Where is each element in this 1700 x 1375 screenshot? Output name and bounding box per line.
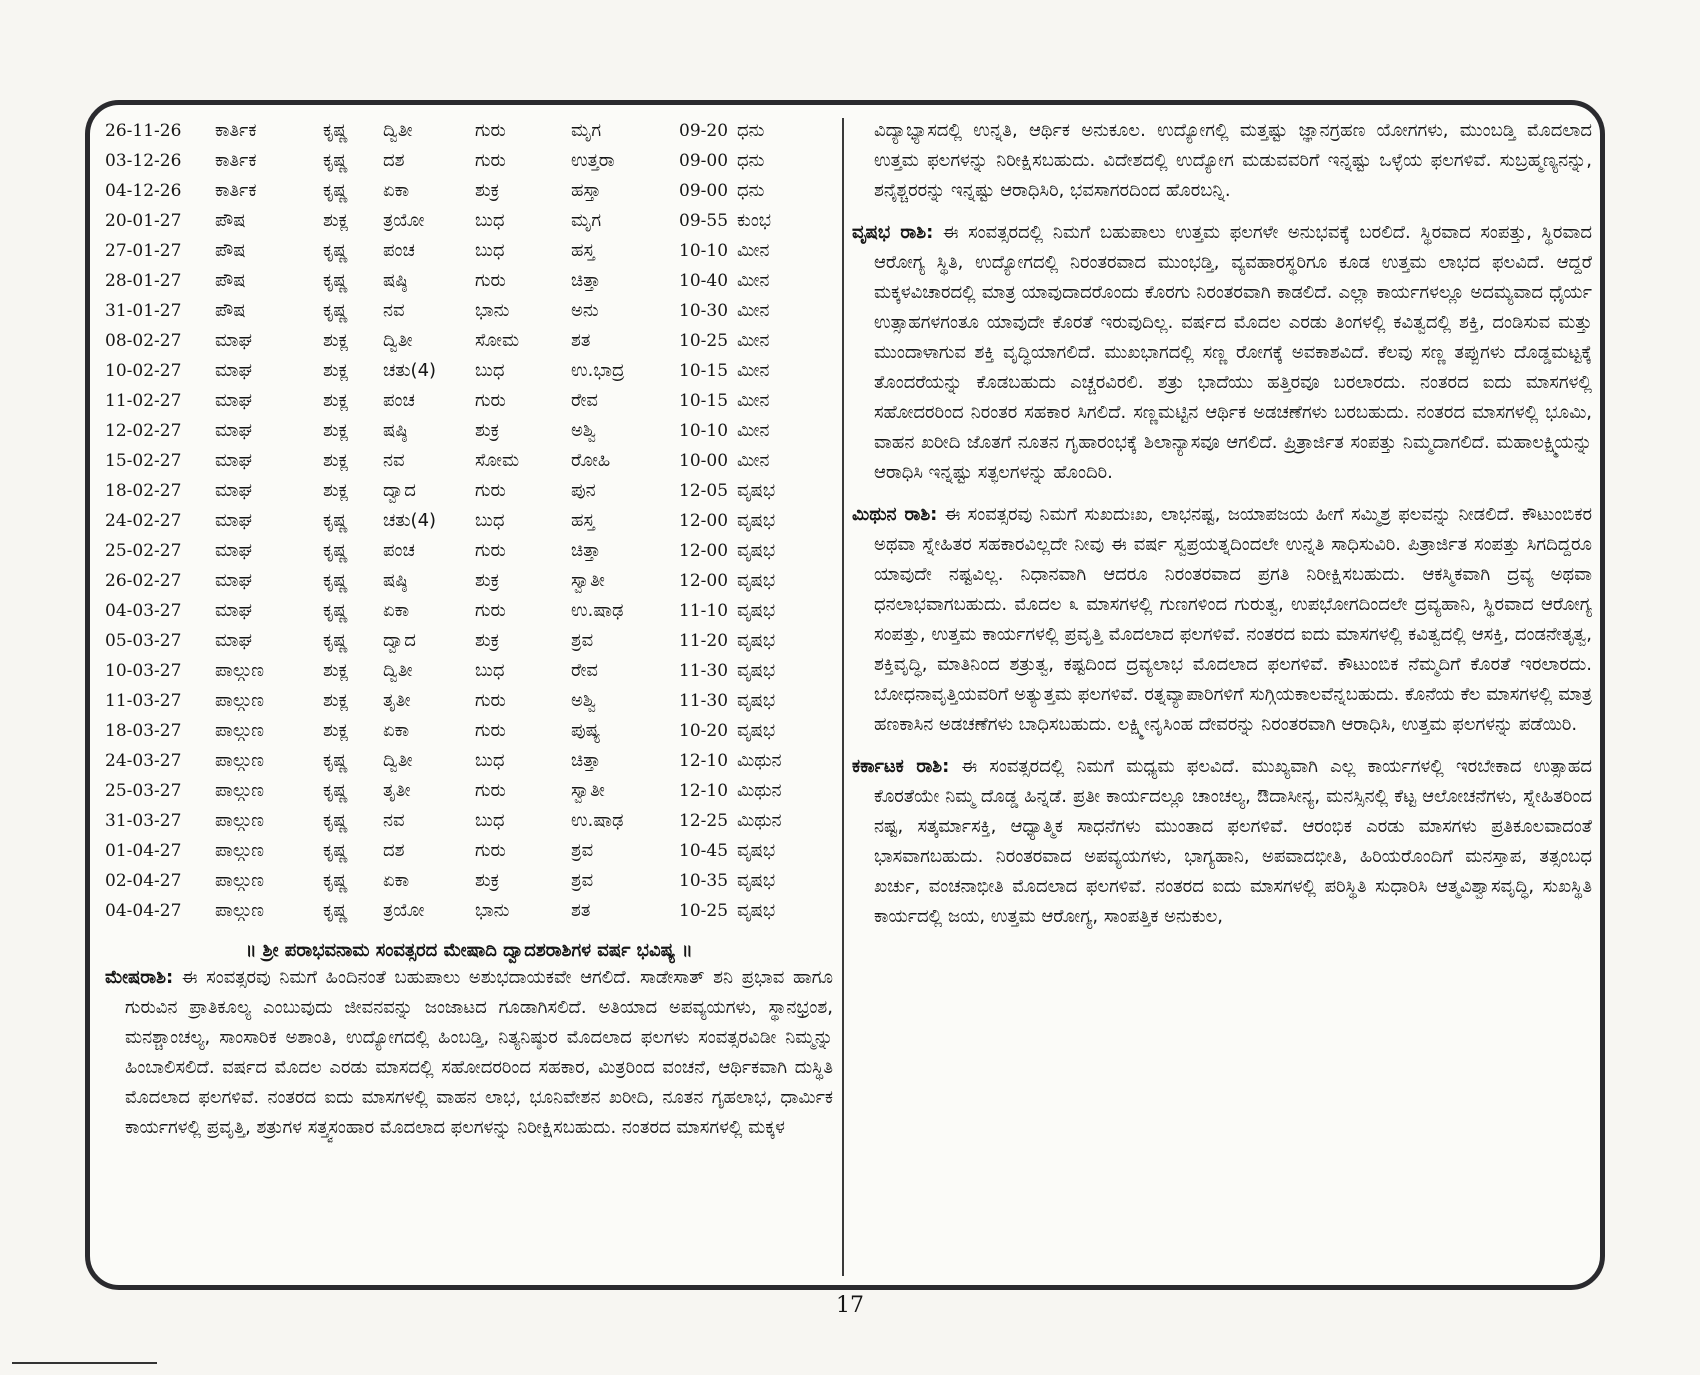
table-cell: ಶುಕ್ರ — [475, 870, 500, 891]
table-cell: ಶುಕ್ರ — [475, 630, 500, 651]
table-cell: ಕೃಷ್ಣ — [323, 270, 348, 291]
table-cell: ಶುಕ್ಲ — [323, 330, 349, 351]
table-cell: ಮಾಘ — [215, 450, 252, 471]
table-cell: ತೃತೀ — [383, 780, 411, 801]
table-cell: ದಶ — [383, 840, 405, 861]
footer-rule — [12, 1362, 157, 1364]
table-cell: ಮಾಘ — [215, 510, 252, 531]
table-row — [105, 176, 797, 206]
table-cell: ಕೃಷ್ಣ — [323, 900, 348, 921]
mesha-continued: ವಿದ್ಯಾಭ್ಯಾಸದಲ್ಲಿ ಉನ್ನತಿ, ಆರ್ಥಿಕ ಅನುಕೂಲ. ಉದ್ಯೋಗಲ್ಲಿ ಮತ್ತಷ್ಟು ಜ್ಞಾನಗ್ರಹಣ ಯೋಗಗಳು, ಮುಂಬಡ್ತಿ ಮೊದಲಾದ ಉತ್ತಮ ಫಲಗಳನ್ನು ನಿರೀಕ್ಷಿಸಬಹುದು. ವಿದೇಶದಲ್ಲಿ ಉದ್ಯೋಗ ಮಡುವವರಿಗೆ ಇನ್ನಷ್ಟು ಒಳ್ಳೆಯ ಫಲಗಳಿವೆ. ಸುಬ್ರಹ್ಮಣ್ಯನನ್ನು, ಶನೈಶ್ಚರರನ್ನು ಇನ್ನಷ್ಟು ಆರಾಧಿಸಿರಿ, ಭವಸಾಗರದಿಂದ ಹೊರಬನ್ನಿ. — [874, 120, 1592, 201]
table-cell: ಕೃಷ್ಣ — [323, 570, 348, 591]
table-cell: ಶುಕ್ಲ — [323, 480, 349, 501]
table-cell: 12-00 — [679, 511, 729, 531]
mesha-label: ಮೇಷರಾಶಿ: — [105, 967, 174, 988]
table-row — [105, 266, 797, 296]
table-row — [105, 236, 797, 266]
table-cell: ಧನು — [737, 150, 765, 171]
table-cell: ಮೀನ — [737, 330, 770, 351]
table-cell: 11-03-27 — [105, 691, 182, 711]
mesha-text: ಈ ಸಂವತ್ಸರವು ನಿಮಗೆ ಹಿಂದಿನಂತೆ ಬಹುಪಾಲು ಅಶುಭದಾಯಕವೇ ಆಗಲಿದೆ. ಸಾಡೇಸಾತ್ ಶನಿ ಪ್ರಭಾವ ಹಾಗೂ ಗುರುವಿನ ಪ್ರಾತಿಕೂಲ್ಯ ಎಂಬುವುದು ಜೀವನವನ್ನು ಜಂಜಾಟದ ಗೂಡಾಗಿಸಲಿದೆ. ಅತಿಯಾದ ಅಪವ್ಯಯಗಳು, ಸ್ಥಾನಭ್ರಂಶ, ಮನಶ್ಚಾಂಚಲ್ಯ, ಸಾಂಸಾರಿಕ ಅಶಾಂತಿ, ಉದ್ಯೋಗದಲ್ಲಿ ಹಿಂಬಡ್ತಿ, ನಿತ್ಯನಿಷ್ಠುರ ಮೊದಲಾದ ಫಲಗಳು ಸಂವತ್ಸರವಿಡೀ ನಿಮ್ಮನ್ನು ಹಿಂಬಾಲಿಸಲಿದೆ. ವರ್ಷದ ಮೊದಲ ಎರಡು ಮಾಸದಲ್ಲಿ ಸಹೋದರರಿಂದ ಸಹಕಾರ, ಮಿತ್ರರಿಂದ ವಂಚನೆ, ಆರ್ಥಿಕವಾಗಿ ದುಸ್ಥಿತಿ ಮೊದಲಾದ ಫಲಗಳಿವೆ. ನಂತರದ ಐದು ಮಾಸಗಳಲ್ಲಿ ವಾಹನ ಲಾಭ, ಭೂನಿವೇಶನ ಖರೀದಿ, ನೂತನ ಗೃಹಲಾಭ, ಧಾರ್ಮಿಕ ಕಾರ್ಯಗಳಲ್ಲಿ ಪ್ರವೃತ್ತಿ, ಶತ್ರುಗಳ ಸತ್ತ್ವಸಂಹಾರ ಮೊದಲಾದ ಫಲಗಳನ್ನು ನಿರೀಕ್ಷಿಸಬಹುದು. ನಂತರದ ಮಾಸಗಳಲ್ಲಿ ಮಕ್ಕಳ — [125, 967, 833, 1138]
table-cell: ವೃಷಭ — [737, 690, 776, 711]
table-cell: 12-00 — [679, 571, 729, 591]
table-cell: ಶುಕ್ಲ — [323, 690, 349, 711]
table-cell: 10-40 — [679, 271, 729, 291]
table-cell: ಮಾಘ — [215, 630, 252, 651]
table-cell: 10-10 — [679, 421, 729, 441]
table-cell: 10-25 — [679, 331, 729, 351]
table-cell: ಮೃಗ — [571, 210, 602, 231]
table-cell: ಹಸ್ತ — [571, 510, 595, 531]
vrishabha-label: ವೃಷಭ ರಾಶಿ: — [852, 222, 934, 243]
table-cell: ಮಾಘ — [215, 360, 252, 381]
column-divider — [842, 118, 844, 1276]
table-cell: ಶುಕ್ರ — [475, 420, 500, 441]
table-cell: ಮೀನ — [737, 240, 770, 261]
table-cell: ಪಾಲ್ಗುಣ — [215, 780, 265, 801]
table-row — [105, 446, 797, 476]
mithuna-text: ಈ ಸಂವತ್ಸರವು ನಿಮಗೆ ಸುಖದುಃಖ, ಲಾಭನಷ್ಟ, ಜಯಾಪಜಯ ಹೀಗೆ ಸಮ್ಮಿಶ್ರ ಫಲವನ್ನು ನೀಡಲಿದೆ. ಕೌಟುಂಬಿಕರ ಅಥವಾ ಸ್ನೇಹಿತರ ಸಹಕಾರವಿಲ್ಲದೇ ನೀವು ಈ ವರ್ಷ ಸ್ವಪ್ರಯತ್ನದಿಂದಲೇ ಉನ್ನತಿ ಸಾಧಿಸುವಿರಿ. ಪಿತ್ರಾರ್ಜಿತ ಸಂಪತ್ತು ಸಿಗದಿದ್ದರೂ ಯಾವುದೇ ನಷ್ಟವಿಲ್ಲ. ನಿಧಾನವಾಗಿ ಆದರೂ ನಿರಂತರವಾದ ಪ್ರಗತಿ ನಿರೀಕ್ಷಿಸಬಹುದು. ಆಕಸ್ಮಿಕವಾಗಿ ದ್ರವ್ಯ ಅಥವಾ ಧನಲಾಭವಾಗಬಹುದು. ಮೊದಲ ೩ ಮಾಸಗಳಲ್ಲಿ ಗುಣಗಳಿಂದ ಗುರುತ್ವ, ಉಪಭೋಗದಿಂದಲೇ ದ್ರವ್ಯಹಾನಿ, ಸ್ಥಿರವಾದ ಆರೋಗ್ಯ ಸಂಪತ್ತು, ಉತ್ತಮ ಕಾರ್ಯಗಳಲ್ಲಿ ಪ್ರವೃತ್ತಿ ಮೊದಲಾದ ಫಲಗಳಿವೆ. ನಂತರದ ಐದು ಮಾಸಗಳಲ್ಲಿ ಕವಿತ್ವದಲ್ಲಿ ಆಸಕ್ತಿ, ದಂಡನೇತೃತ್ವ, ಶಕ್ತಿವೃದ್ಧಿ, ಮಾತಿನಿಂದ ಶತ್ರುತ್ವ, ಕಷ್ಟದಿಂದ ದ್ರವ್ಯಲಾಭ ಮೊದಲಾದ ಫಲಗಳಿವೆ. ಕೌಟುಂಬಿಕ ನೆಮ್ಮದಿಗೆ ಕೊರತೆ ಇರಲಾರದು. ಬೋಧನಾವೃತ್ತಿಯವರಿಗೆ ಅತ್ಯುತ್ತಮ ಫಲಗಳಿವೆ. ರತ್ನವ್ಯಾಪಾರಿಗಳಿಗೆ ಸುಗ್ಗಿಯಕಾಲವೆನ್ನಬಹುದು. ಕೊನೆಯ ಕೆಲ ಮಾಸಗಳಲ್ಲಿ ಮಾತ್ರ ಹಣಕಾಸಿನ ಅಡಚಣೆಗಳು ಬಾಧಿಸಬಹುದು. ಲಕ್ಷ್ಮೀನೃಸಿಂಹ ದೇವರನ್ನು ನಿರಂತರವಾಗಿ ಆರಾಧಿಸಿ, ಉತ್ತಮ ಫಲಗಳನ್ನು ಪಡೆಯಿರಿ. — [874, 504, 1592, 735]
table-cell: 09-20 — [679, 121, 729, 141]
table-cell: ಷಷ್ಠಿ — [383, 420, 408, 441]
table-cell: ಶುಕ್ಲ — [323, 390, 349, 411]
table-cell: ಪಂಚ — [383, 540, 415, 561]
table-cell: ಗುರು — [475, 720, 506, 741]
table-cell: ಷಷ್ಠಿ — [383, 570, 408, 591]
table-row — [105, 416, 797, 446]
karkataka-paragraph — [852, 752, 1592, 932]
table-cell: ಪಂಚ — [383, 390, 415, 411]
table-cell: ಕೃಷ್ಣ — [323, 840, 348, 861]
table-cell: ಬುಧ — [475, 210, 505, 231]
table-cell: ಕೃಷ್ಣ — [323, 540, 348, 561]
table-cell: 10-15 — [679, 361, 729, 381]
table-cell: ಮೀನ — [737, 420, 770, 441]
table-cell: ಗುರು — [475, 600, 506, 621]
table-cell: ಮೀನ — [737, 360, 770, 381]
table-cell: ದ್ವಾದ — [383, 630, 416, 651]
table-cell: ಶುಕ್ಲ — [323, 720, 349, 741]
table-cell: ಚಿತ್ತಾ — [571, 750, 601, 771]
table-cell: ಮಿಥುನ — [737, 780, 782, 801]
table-cell: ಪೌಷ — [215, 210, 246, 231]
table-cell: ಗುರು — [475, 390, 506, 411]
table-cell: 12-02-27 — [105, 421, 182, 441]
table-row — [105, 626, 797, 656]
table-cell: ಮಾಘ — [215, 420, 252, 441]
table-cell: ಪಂಚ — [383, 240, 415, 261]
table-row — [105, 746, 797, 776]
table-cell: ವೃಷಭ — [737, 510, 776, 531]
table-cell: 11-10 — [679, 601, 729, 621]
table-cell: ಮಾಘ — [215, 480, 252, 501]
table-cell: ಮಾಘ — [215, 330, 252, 351]
table-cell: ಬುಧ — [475, 240, 505, 261]
table-cell: 09-00 — [679, 181, 729, 201]
table-cell: 08-02-27 — [105, 331, 182, 351]
table-cell: ಮಾಘ — [215, 570, 252, 591]
table-cell: ಉ.ಷಾಢ — [571, 810, 624, 831]
table-cell: ಶ್ರವ — [571, 630, 594, 651]
table-cell: ಚತು(4) — [383, 360, 437, 381]
table-cell: ಮೀನ — [737, 390, 770, 411]
table-cell: ಮೀನ — [737, 300, 770, 321]
table-cell: 15-02-27 — [105, 451, 182, 471]
table-cell: ಕೃಷ್ಣ — [323, 750, 348, 771]
table-cell: ಪೌಷ — [215, 300, 246, 321]
table-cell: ಬುಧ — [475, 360, 505, 381]
table-cell: ಶುಕ್ಲ — [323, 450, 349, 471]
table-cell: ರೇವ — [571, 390, 598, 411]
left-column — [105, 116, 833, 1143]
table-row — [105, 866, 797, 896]
section-title: ॥ ಶ್ರೀ ಪರಾಭವನಾಮ ಸಂವತ್ಸರದ ಮೇಷಾದಿ ದ್ವಾದಶರಾಶಿಗಳ ವರ್ಷ ಭವಿಷ್ಯ ॥ — [245, 940, 693, 961]
table-cell: 02-04-27 — [105, 871, 182, 891]
table-cell: ಏಕಾ — [383, 870, 410, 891]
table-cell: ತ್ರಯೋ — [383, 900, 425, 921]
table-row — [105, 326, 797, 356]
table-row — [105, 566, 797, 596]
table-cell: ದ್ವಿತೀ — [383, 330, 413, 351]
table-cell: ಕೃಷ್ಣ — [323, 300, 348, 321]
table-row — [105, 386, 797, 416]
table-cell: ಮಾಘ — [215, 540, 252, 561]
table-cell: 05-03-27 — [105, 631, 182, 651]
table-row — [105, 806, 797, 836]
table-cell: 20-01-27 — [105, 211, 182, 231]
table-cell: 10-30 — [679, 301, 729, 321]
table-cell: 24-03-27 — [105, 751, 182, 771]
table-row — [105, 476, 797, 506]
table-cell: 10-03-27 — [105, 661, 182, 681]
table-cell: ಕೃಷ್ಣ — [323, 150, 348, 171]
table-cell: ಕುಂಭ — [737, 210, 772, 231]
table-cell: ಪಾಲ್ಗುಣ — [215, 750, 265, 771]
table-row — [105, 716, 797, 746]
table-cell: ಗುರು — [475, 840, 506, 861]
table-cell: ಸ್ವಾತೀ — [571, 570, 605, 591]
table-row — [105, 536, 797, 566]
table-cell: ಕೃಷ್ಣ — [323, 810, 348, 831]
table-cell: ಮಿಥುನ — [737, 810, 782, 831]
table-cell: ಧನು — [737, 120, 765, 141]
table-cell: ಚಿತ್ತಾ — [571, 540, 601, 561]
table-cell: ಬುಧ — [475, 660, 505, 681]
table-cell: ಮೃಗ — [571, 120, 602, 141]
table-cell: ಪಾಲ್ಗುಣ — [215, 870, 265, 891]
table-cell: 26-11-26 — [105, 121, 182, 141]
table-cell: ಶುಕ್ಲ — [323, 360, 349, 381]
karkataka-text: ಈ ಸಂವತ್ಸರದಲ್ಲಿ ನಿಮಗೆ ಮಧ್ಯಮ ಫಲವಿದೆ. ಮುಖ್ಯವಾಗಿ ಎಲ್ಲ ಕಾರ್ಯಗಳಲ್ಲಿ ಇರಬೇಕಾದ ಉತ್ಸಾಹದ ಕೊರತೆಯೇ ನಿಮ್ಮ ದೊಡ್ಡ ಹಿನ್ನಡೆ. ಪ್ರತೀ ಕಾರ್ಯದಲ್ಲೂ ಚಾಂಚಲ್ಯ, ಔದಾಸೀನ್ಯ, ಮನಸ್ಸಿನಲ್ಲಿ ಕೆಟ್ಟ ಆಲೋಚನೆಗಳು, ಸ್ನೇಹಿತರಿಂದ ನಷ್ಟ, ಸತ್ಕರ್ಮಾಸಕ್ತಿ, ಆಧ್ಯಾತ್ಮಿಕ ಸಾಧನೆಗಳು ಮುಂತಾದ ಫಲಗಳಿವೆ. ಆರಂಭಿಕ ಎರಡು ಮಾಸಗಳು ಪ್ರತಿಕೂಲವಾದಂತೆ ಭಾಸವಾಗಬಹುದು. ನಿರಂತರವಾದ ಅಪವ್ಯಯಗಳು, ಭಾಗ್ಯಹಾನಿ, ಅಪವಾದಭೀತಿ, ಹಿರಿಯರೊಂದಿಗೆ ಮನಸ್ತಾಪ, ತತ್ಸಂಬಧ ಖರ್ಚು, ವಂಚನಾಭೀತಿ ಮೊದಲಾದ ಫಲಗಳಿವೆ. ನಂತರದ ಐದು ಮಾಸಗಳಲ್ಲಿ ಪರಿಸ್ಥಿತಿ ಸುಧಾರಿಸಿ ಆತ್ಮವಿಶ್ವಾಸವೃದ್ಧಿ, ಸುಖಸ್ಥಿತಿ ಕಾರ್ಯದಲ್ಲಿ ಜಯ, ಉತ್ತಮ ಆರೋಗ್ಯ, ಸಾಂಪತ್ತಿಕ ಅನುಕುಲ, — [874, 756, 1593, 927]
table-cell: 04-03-27 — [105, 601, 182, 621]
table-cell: ವೃಷಭ — [737, 900, 776, 921]
table-cell: ಮಾಘ — [215, 600, 252, 621]
table-cell: 04-12-26 — [105, 181, 182, 201]
table-cell: ತೃತೀ — [383, 690, 411, 711]
table-cell: ಕೃಷ್ಣ — [323, 240, 348, 261]
table-cell: ಕೃಷ್ಣ — [323, 120, 348, 141]
page-number: 17 — [836, 1293, 864, 1318]
table-cell: 26-02-27 — [105, 571, 182, 591]
table-row — [105, 596, 797, 626]
table-cell: ದ್ವಿತೀ — [383, 750, 413, 771]
table-cell: ವೃಷಭ — [737, 870, 776, 891]
table-cell: ಬುಧ — [475, 510, 505, 531]
table-cell: ಅಶ್ವಿ — [571, 690, 596, 711]
table-cell: ದ್ವಾದ — [383, 480, 416, 501]
table-row — [105, 116, 797, 146]
table-cell: ಕಾರ್ತಿಕ — [215, 150, 257, 171]
table-cell: ಮೀನ — [737, 450, 770, 471]
vrishabha-paragraph — [852, 218, 1592, 488]
table-cell: ದಶ — [383, 150, 405, 171]
table-cell: 10-45 — [679, 841, 729, 861]
table-cell: ಪಾಲ್ಗುಣ — [215, 690, 265, 711]
table-cell: ಕೃಷ್ಣ — [323, 600, 348, 621]
table-cell: ಪಾಲ್ಗುಣ — [215, 660, 265, 681]
table-cell: ಗುರು — [475, 540, 506, 561]
table-cell: 10-25 — [679, 901, 729, 921]
table-cell: ಉ.ಷಾಢ — [571, 600, 624, 621]
table-cell: ಸೋಮ — [475, 330, 520, 351]
table-cell: 18-02-27 — [105, 481, 182, 501]
table-cell: ಕೃಷ್ಣ — [323, 780, 348, 801]
table-cell: ಪಾಲ್ಗುಣ — [215, 720, 265, 741]
table-cell: ಕೃಷ್ಣ — [323, 180, 348, 201]
table-cell: 10-20 — [679, 721, 729, 741]
table-cell: ಚತು(4) — [383, 510, 437, 531]
table-row — [105, 686, 797, 716]
table-cell: ಗುರು — [475, 690, 506, 711]
table-cell: ಗುರು — [475, 270, 506, 291]
table-cell: 12-10 — [679, 751, 729, 771]
table-cell: ಪಾಲ್ಗುಣ — [215, 900, 265, 921]
table-cell: 10-35 — [679, 871, 729, 891]
table-cell: ಪಾಲ್ಗುಣ — [215, 810, 265, 831]
table-cell: ಏಕಾ — [383, 600, 410, 621]
table-cell: 10-02-27 — [105, 361, 182, 381]
table-cell: ಪೌಷ — [215, 240, 246, 261]
table-cell: ನವ — [383, 810, 405, 831]
table-cell: ಗುರು — [475, 150, 506, 171]
karkataka-label: ಕರ್ಕಾಟಕ ರಾಶಿ: — [852, 756, 950, 777]
table-cell: ಮೀನ — [737, 270, 770, 291]
table-cell: ಶತ — [571, 900, 591, 921]
table-cell: ಅನು — [571, 300, 599, 321]
table-cell: ವೃಷಭ — [737, 630, 776, 651]
table-cell: 12-10 — [679, 781, 729, 801]
table-cell: ನವ — [383, 300, 405, 321]
table-cell: ಧನು — [737, 180, 765, 201]
table-cell: 31-01-27 — [105, 301, 182, 321]
table-cell: 04-04-27 — [105, 901, 182, 921]
table-cell: 10-10 — [679, 241, 729, 261]
table-cell: 12-25 — [679, 811, 729, 831]
table-cell: 09-55 — [679, 211, 729, 231]
table-cell: ಗುರು — [475, 120, 506, 141]
table-cell: 11-30 — [679, 661, 729, 681]
table-cell: ತ್ರಯೋ — [383, 210, 425, 231]
table-cell: ದ್ವಿತೀ — [383, 660, 413, 681]
table-cell: ಪುಷ್ಯ — [571, 720, 601, 741]
table-cell: ವೃಷಭ — [737, 720, 776, 741]
table-cell: 27-01-27 — [105, 241, 182, 261]
table-row — [105, 296, 797, 326]
table-cell: ಉ.ಭಾದ್ರ — [571, 360, 625, 381]
table-cell: ರೇವ — [571, 660, 598, 681]
table-cell: ರೋಹಿ — [571, 450, 611, 471]
table-cell: 28-01-27 — [105, 271, 182, 291]
table-cell: 03-12-26 — [105, 151, 182, 171]
table-row — [105, 836, 797, 866]
table-cell: ಏಕಾ — [383, 180, 410, 201]
table-cell: 12-05 — [679, 481, 729, 501]
table-cell: ಕೃಷ್ಣ — [323, 630, 348, 651]
table-cell: ಶ್ರವ — [571, 870, 594, 891]
table-cell: ಶುಕ್ರ — [475, 180, 500, 201]
table-cell: 25-02-27 — [105, 541, 182, 561]
table-cell: 31-03-27 — [105, 811, 182, 831]
table-cell: ಕೃಷ್ಣ — [323, 870, 348, 891]
table-cell: ನವ — [383, 450, 405, 471]
table-cell: ಚಿತ್ತಾ — [571, 270, 601, 291]
table-cell: 24-02-27 — [105, 511, 182, 531]
muhurta-table — [105, 116, 797, 926]
table-cell: ವೃಷಭ — [737, 600, 776, 621]
table-cell: ಶ್ರವ — [571, 840, 594, 861]
vrishabha-text: ಈ ಸಂವತ್ಸರದಲ್ಲಿ ನಿಮಗೆ ಬಹುಪಾಲು ಉತ್ತಮ ಫಲಗಳೇ ಅನುಭವಕ್ಕೆ ಬರಲಿದೆ. ಸ್ಥಿರವಾದ ಸಂಪತ್ತು, ಸ್ಥಿರವಾದ ಆರೋಗ್ಯ ಸ್ಥಿತಿ, ಉದ್ಯೋಗದಲ್ಲಿ ನಿರಂತರವಾದ ಮುಂಭಡ್ತಿ, ವ್ಯವಹಾರಸ್ಥರಿಗೂ ಕೂಡ ಉತ್ತಮ ಲಾಭದ ಫಲವಿದೆ. ಆದ್ದರೆ ಮಕ್ಕಳವಿಚಾರದಲ್ಲಿ ಮಾತ್ರ ಯಾವುದಾದರೊಂದು ಕೊರಗು ನಿರಂತರವಾಗಿ ಕಾಡಲಿದೆ. ಎಲ್ಲಾ ಕಾರ್ಯಗಳಲ್ಲೂ ಅದಮ್ಯವಾದ ಧೈರ್ಯ ಉತ್ಸಾಹಗಳಗಂತೂ ಯಾವುದೇ ಕೊರತೆ ಇರುವುದಿಲ್ಲ. ವರ್ಷದ ಮೊದಲ ಎರಡು ತಿಂಗಳಲ್ಲಿ ಕವಿತ್ವದಲ್ಲಿ ಶಕ್ತಿ, ದಂಡಿಸುವ ಮತ್ತು ಮುಂದಾಳಾಗುವ ಶಕ್ತಿ ವೃದ್ಧಿಯಾಗಲಿದೆ. ಮುಖಭಾಗದಲ್ಲಿ ಸಣ್ಣ ರೋಗಕ್ಕೆ ಅವಕಾಶವಿದೆ. ಕೆಲವು ಸಣ್ಣ ತಪ್ಪುಗಳು ದೊಡ್ಡಮಟ್ಟಕ್ಕೆ ತೊಂದರೆಯನ್ನು ಕೊಡಬಹುದು ಎಚ್ಚರವಿರಲಿ. ಶತ್ರು ಭಾದೆಯು ಹತ್ತಿರವೂ ಬರಲಾರದು. ನಂತರದ ಐದು ಮಾಸಗಳಲ್ಲಿ ಸಹೋದರರಿಂದ ನಿರಂತರ ಸಹಕಾರ ಸಿಗಲಿದೆ. ಸಣ್ಣಮಟ್ಟಿನ ಆರ್ಥಿಕ ಅಡಚಣೆಗಳು ಬರಬಹುದು. ನಂತರದ ಮಾಸಗಳಲ್ಲಿ ಭೂಮಿ, ವಾಹನ ಖರೀದಿ ಜೊತಗೆ ನೂತನ ಗೃಹಾರಂಭಕ್ಕೆ ಶಿಲಾನ್ಯಾಸವೂ ಆಗಲಿದೆ. ಪ್ರಿತ್ರಾರ್ಜಿತ ಸಂಪತ್ತು ನಿಮ್ಮದಾಗಲಿದೆ. ಮಹಾಲಕ್ಷ್ಮಿಯನ್ನು ಆರಾಧಿಸಿ ಇನ್ನಷ್ಟು ಸತ್ಫಲಗಳನ್ನು ಹೊಂದಿರಿ. — [874, 222, 1592, 483]
table-cell: ಮಾಘ — [215, 390, 252, 411]
table-cell: ಸೋಮ — [475, 450, 520, 471]
table-cell: 25-03-27 — [105, 781, 182, 801]
table-cell: ವೃಷಭ — [737, 480, 776, 501]
table-cell: 11-30 — [679, 691, 729, 711]
table-cell: ಕಾರ್ತಿಕ — [215, 120, 257, 141]
table-row — [105, 896, 797, 926]
table-cell: ಶುಕ್ಲ — [323, 660, 349, 681]
table-cell: 09-00 — [679, 151, 729, 171]
table-cell: ಭಾನು — [475, 900, 510, 921]
table-cell: ಗುರು — [475, 780, 506, 801]
table-cell: 12-00 — [679, 541, 729, 561]
table-cell: ಪೌಷ — [215, 270, 246, 291]
table-cell: ಪಾಲ್ಗುಣ — [215, 840, 265, 861]
table-cell: ಹಸ್ತಾ — [571, 180, 601, 201]
table-row — [105, 146, 797, 176]
mithuna-label: ಮಿಥುನ ರಾಶಿ: — [852, 504, 938, 525]
table-cell: 11-02-27 — [105, 391, 182, 411]
table-row — [105, 506, 797, 536]
table-cell: ಬುಧ — [475, 810, 505, 831]
table-cell: ಅಶ್ವಿ — [571, 420, 596, 441]
table-cell: ಬುಧ — [475, 750, 505, 771]
table-cell: 10-15 — [679, 391, 729, 411]
table-cell: ವೃಷಭ — [737, 570, 776, 591]
muhurta-table-body — [105, 116, 797, 926]
table-cell: ಹಸ್ತ — [571, 240, 595, 261]
table-cell: ಶತ — [571, 330, 591, 351]
table-cell: ಷಷ್ಠಿ — [383, 270, 408, 291]
table-cell: ಶುಕ್ಲ — [323, 420, 349, 441]
table-cell: ಗುರು — [475, 480, 506, 501]
table-row — [105, 776, 797, 806]
table-cell: 11-20 — [679, 631, 729, 651]
table-cell: 18-03-27 — [105, 721, 182, 741]
table-cell: ಮಿಥುನ — [737, 750, 782, 771]
table-cell: ಪುನ — [571, 480, 596, 501]
table-row — [105, 356, 797, 386]
table-cell: ಕಾರ್ತಿಕ — [215, 180, 257, 201]
table-cell: ದ್ವಿತೀ — [383, 120, 413, 141]
table-cell: ಶುಕ್ಲ — [323, 210, 349, 231]
right-column — [852, 116, 1592, 932]
table-cell: ಉತ್ತರಾ — [571, 150, 615, 171]
table-cell: ವೃಷಭ — [737, 540, 776, 561]
mesha-paragraph — [105, 963, 833, 1143]
table-cell: ಭಾನು — [475, 300, 510, 321]
table-cell: 01-04-27 — [105, 841, 182, 861]
table-cell: ಶುಕ್ರ — [475, 570, 500, 591]
table-cell: ವೃಷಭ — [737, 840, 776, 861]
mithuna-paragraph — [852, 500, 1592, 740]
table-cell: ಕೃಷ್ಣ — [323, 510, 348, 531]
table-cell: 10-00 — [679, 451, 729, 471]
table-cell: ವೃಷಭ — [737, 660, 776, 681]
table-cell: ಏಕಾ — [383, 720, 410, 741]
table-row — [105, 656, 797, 686]
table-row — [105, 206, 797, 236]
table-cell: ಸ್ವಾತೀ — [571, 780, 605, 801]
